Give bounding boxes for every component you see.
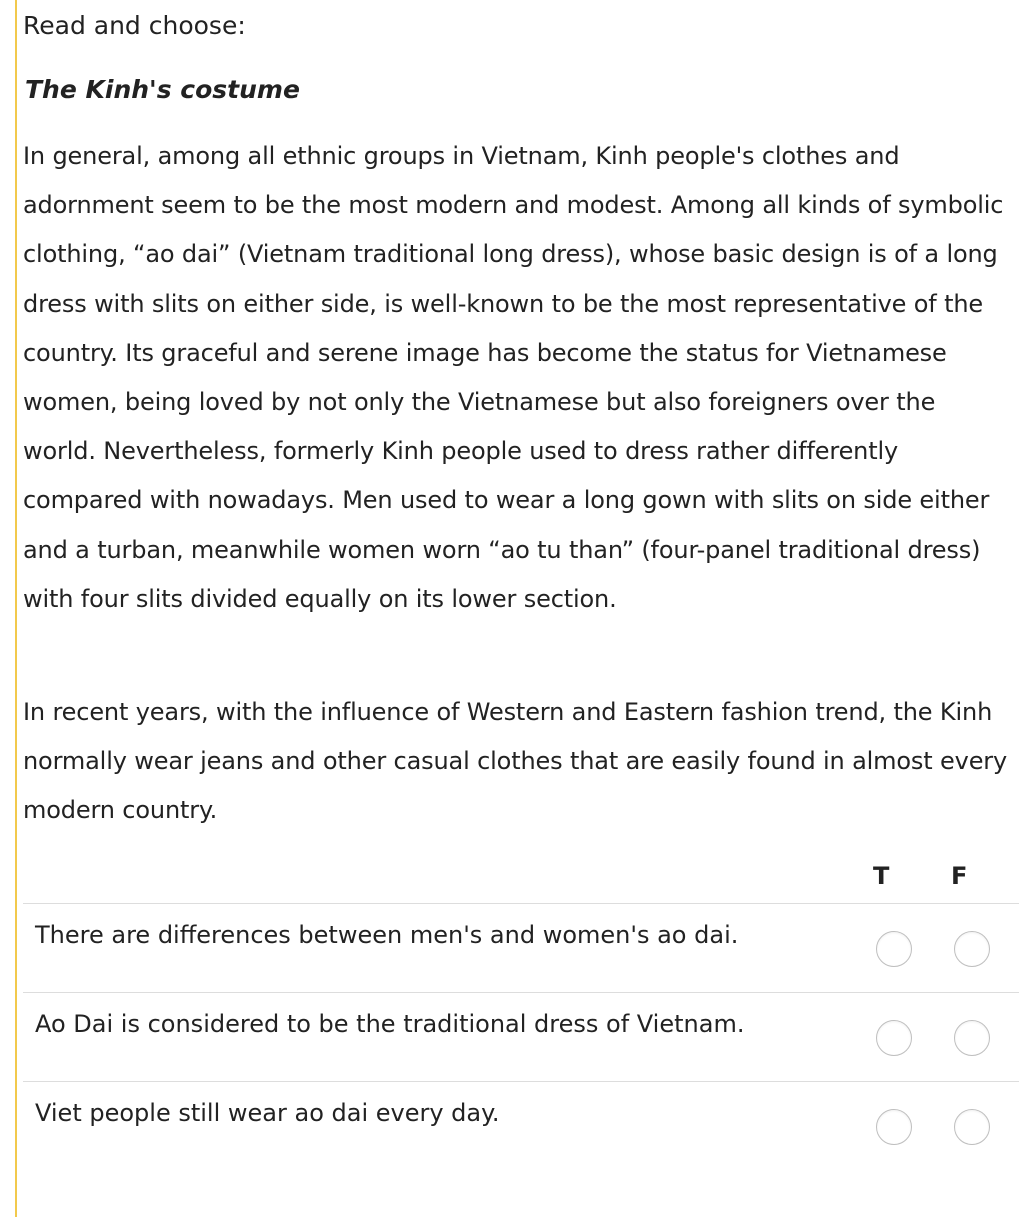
true-false-row [23,1082,1019,1170]
radio-true[interactable] [876,1109,912,1145]
true-false-row [23,993,1019,1082]
true-false-row [23,904,1019,993]
radio-true[interactable] [876,1020,912,1056]
statement-text: There are differences between men's and women's ao dai. [35,921,739,949]
true-false-header [23,858,1019,904]
true-column-label: T [873,862,890,890]
radio-false[interactable] [954,1020,990,1056]
radio-false[interactable] [954,931,990,967]
instruction-text: Read and choose: [23,11,246,40]
passage-paragraph-2: In recent years, with the influence of Western and Eastern fashion trend, the Kinh normally wear jeans and other casual clothes that are easily found in almost every modern country. [23,698,1008,825]
radio-true[interactable] [876,931,912,967]
false-column-label: F [951,862,968,890]
radio-false[interactable] [954,1109,990,1145]
left-accent-border [15,0,17,1217]
statement-text: Ao Dai is considered to be the traditional dress of Vietnam. [35,1010,745,1038]
passage-title: The Kinh's costume [25,75,300,104]
passage-paragraph-1: In general, among all ethnic groups in Vietnam, Kinh people's clothes and adornment seem to be the most modern and modest. Among all kinds of symbolic clothing, “ao dai” (Vietnam traditional long dress), whose basic design is of a long dress with slits on either side, is well-known to be the most representative of the country. Its graceful and serene image has become the status for Vietnamese women, being loved by not only the Vietnamese but also foreigners over the world. Nevertheless, formerly Kinh people used to dress rather differently compared with nowadays. Men used to wear a long gown with slits on side either and a turban, meanwhile women worn “ao tu than” (four-panel traditional dress) with four slits divided equally on its lower section. [23,142,1004,613]
statement-text: Viet people still wear ao dai every day. [35,1099,500,1127]
